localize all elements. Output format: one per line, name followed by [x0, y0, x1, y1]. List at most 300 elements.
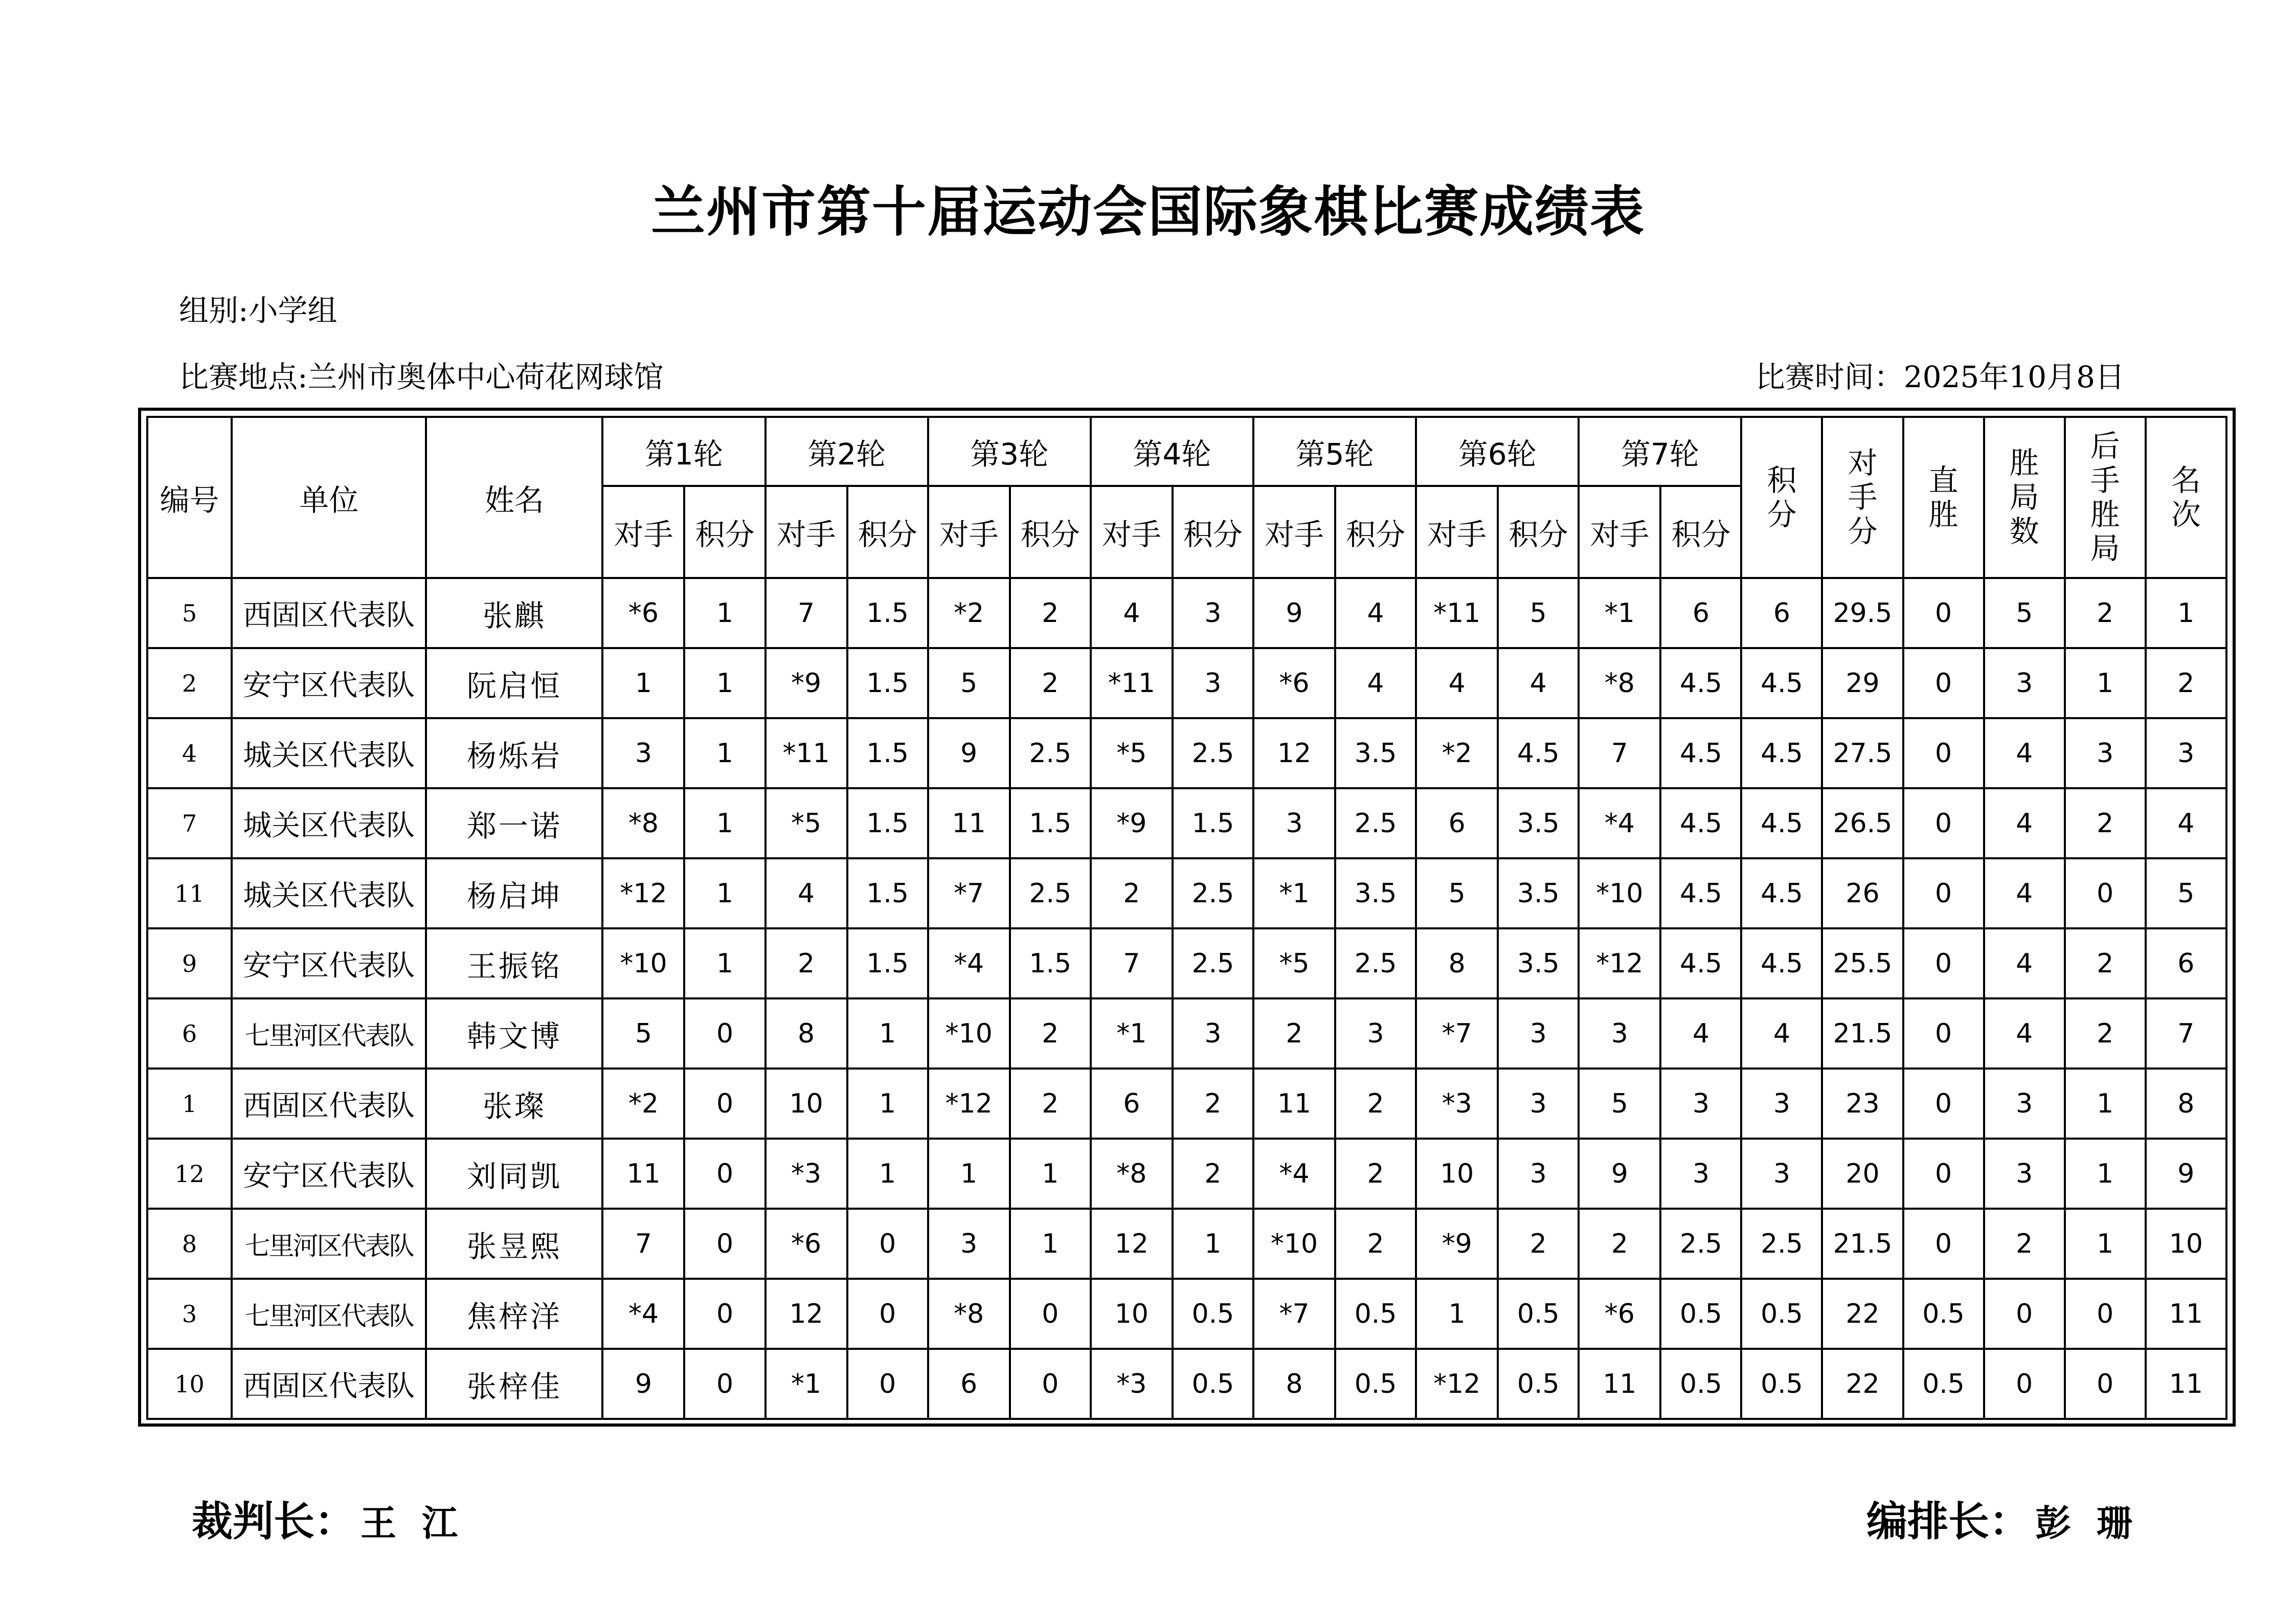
round-7-opponent-cell: 11 — [1579, 1349, 1660, 1419]
round-5-points-cell: 2 — [1335, 1139, 1416, 1209]
black-wins-cell: 2 — [2065, 998, 2146, 1069]
round-3-points-cell: 2 — [1010, 1069, 1091, 1139]
round-7-opponent-cell: *6 — [1579, 1279, 1660, 1349]
buchholz-cell: 22 — [1822, 1349, 1903, 1419]
rank-cell: 5 — [2146, 858, 2226, 928]
round-1-opponent-cell: *8 — [602, 788, 684, 858]
round-5-opponent-cell: 2 — [1253, 998, 1335, 1069]
direct-encounter-cell: 0 — [1903, 928, 1984, 998]
total-points-cell: 6 — [1741, 578, 1822, 648]
header-wins — [1984, 417, 2065, 578]
rank-cell: 11 — [2146, 1349, 2226, 1419]
wins-cell: 2 — [1984, 1209, 2065, 1279]
round-5-opponent-cell: 12 — [1253, 718, 1335, 788]
round-2-points-cell: 1.5 — [847, 718, 928, 788]
round-1-opponent-cell: *6 — [602, 578, 684, 648]
table-row — [147, 998, 2226, 1069]
round-2-points-cell: 0 — [847, 1349, 928, 1419]
total-points-cell: 0.5 — [1741, 1349, 1822, 1419]
player-name-cell: 张梓佳 — [426, 1349, 602, 1419]
player-name-cell: 杨烁岩 — [426, 718, 602, 788]
round-4-points-cell: 2.5 — [1173, 928, 1253, 998]
round-5-points-cell: 4 — [1335, 648, 1416, 718]
round-4-opponent-cell: *5 — [1091, 718, 1173, 788]
round-2-points-cell: 1 — [847, 1069, 928, 1139]
rank-cell: 2 — [2146, 648, 2226, 718]
round-3-opponent-cell: 3 — [928, 1209, 1010, 1279]
wins-cell: 4 — [1984, 928, 2065, 998]
chief-arbiter-name: 彭珊 — [2035, 1502, 2158, 1544]
round-5-points-cell: 0.5 — [1335, 1279, 1416, 1349]
round-5-points-cell: 2 — [1335, 1209, 1416, 1279]
buchholz-cell: 26.5 — [1822, 788, 1903, 858]
header-wins-char: 数 — [2009, 514, 2039, 549]
round-7-points-cell: 3 — [1660, 1139, 1741, 1209]
buchholz-cell: 29 — [1822, 648, 1903, 718]
round-3-opponent-cell: *12 — [928, 1069, 1010, 1139]
round-7-opponent-cell: *12 — [1579, 928, 1660, 998]
round-6-opponent-cell: *3 — [1416, 1069, 1498, 1139]
round-4-opponent-cell: *9 — [1091, 788, 1173, 858]
round-3-points-cell: 1 — [1010, 1139, 1091, 1209]
round-5-points-cell: 3 — [1335, 998, 1416, 1069]
results-table — [146, 416, 2227, 1420]
rank-cell: 3 — [2146, 718, 2226, 788]
rank-cell: 9 — [2146, 1139, 2226, 1209]
buchholz-cell: 21.5 — [1822, 1209, 1903, 1279]
round-1-opponent-cell: *4 — [602, 1279, 684, 1349]
round-6-points-cell: 3 — [1498, 1069, 1579, 1139]
round-6-points-cell: 4 — [1498, 648, 1579, 718]
direct-encounter-cell: 0.5 — [1903, 1279, 1984, 1349]
round-2-opponent-cell: 7 — [766, 578, 847, 648]
player-number-cell: 12 — [147, 1139, 232, 1209]
round-6-points-cell: 3.5 — [1498, 858, 1579, 928]
round-2-opponent-cell: 2 — [766, 928, 847, 998]
rank-cell: 4 — [2146, 788, 2226, 858]
buchholz-cell: 20 — [1822, 1139, 1903, 1209]
round-1-opponent-cell: 3 — [602, 718, 684, 788]
header-direct-char: 胜 — [1928, 497, 1959, 532]
round-1-points-cell: 1 — [684, 928, 765, 998]
total-points-cell: 4.5 — [1741, 928, 1822, 998]
wins-cell: 4 — [1984, 858, 2065, 928]
round-6-points-cell: 3 — [1498, 998, 1579, 1069]
black-wins-cell: 1 — [2065, 1209, 2146, 1279]
direct-encounter-cell: 0 — [1903, 578, 1984, 648]
round-4-points-cell: 3 — [1173, 648, 1253, 718]
header-round-6: 第6轮 — [1416, 417, 1579, 486]
round-6-points-cell: 3 — [1498, 1139, 1579, 1209]
date-label: 比赛时间：2025年10月8日 — [1755, 360, 2125, 394]
round-7-opponent-cell: *1 — [1579, 578, 1660, 648]
wins-cell: 0 — [1984, 1349, 2065, 1419]
header-opponent: 对手 — [602, 486, 684, 578]
player-name-cell: 张昱熙 — [426, 1209, 602, 1279]
table-row — [147, 1069, 2226, 1139]
player-number-cell: 5 — [147, 578, 232, 648]
player-number-cell: 10 — [147, 1349, 232, 1419]
player-name-cell: 刘同凯 — [426, 1139, 602, 1209]
rank-cell: 8 — [2146, 1069, 2226, 1139]
header-wins-char: 局 — [2009, 480, 2039, 515]
wins-cell: 3 — [1984, 1069, 2065, 1139]
round-7-points-cell: 4.5 — [1660, 788, 1741, 858]
player-number-cell: 9 — [147, 928, 232, 998]
header-wins-char: 胜 — [2009, 446, 2039, 481]
round-7-opponent-cell: 3 — [1579, 998, 1660, 1069]
header-direct-char: 直 — [1928, 462, 1959, 498]
round-6-points-cell: 3.5 — [1498, 788, 1579, 858]
team-cell: 城关区代表队 — [232, 718, 426, 788]
round-5-points-cell: 2 — [1335, 1069, 1416, 1139]
team-cell: 城关区代表队 — [232, 858, 426, 928]
header-buchholz — [1822, 417, 1903, 578]
team-cell: 七里河区代表队 — [232, 1209, 426, 1279]
total-points-cell: 3 — [1741, 1139, 1822, 1209]
round-1-points-cell: 1 — [684, 578, 765, 648]
round-3-points-cell: 2.5 — [1010, 858, 1091, 928]
round-1-points-cell: 0 — [684, 1209, 765, 1279]
round-7-points-cell: 4.5 — [1660, 648, 1741, 718]
round-1-opponent-cell: 7 — [602, 1209, 684, 1279]
round-2-opponent-cell: *1 — [766, 1349, 847, 1419]
table-row — [147, 928, 2226, 998]
round-3-points-cell: 2 — [1010, 578, 1091, 648]
buchholz-cell: 21.5 — [1822, 998, 1903, 1069]
round-2-points-cell: 1 — [847, 998, 928, 1069]
total-points-cell: 2.5 — [1741, 1209, 1822, 1279]
header-unit: 单位 — [232, 417, 426, 578]
round-3-opponent-cell: 1 — [928, 1139, 1010, 1209]
round-5-opponent-cell: 3 — [1253, 788, 1335, 858]
header-opponent: 对手 — [1416, 486, 1498, 578]
team-cell: 城关区代表队 — [232, 788, 426, 858]
header-points: 积分 — [1498, 486, 1579, 578]
round-5-points-cell: 2.5 — [1335, 788, 1416, 858]
round-4-opponent-cell: 7 — [1091, 928, 1173, 998]
round-1-points-cell: 1 — [684, 648, 765, 718]
total-points-cell: 4.5 — [1741, 718, 1822, 788]
header-points: 积分 — [1335, 486, 1416, 578]
round-1-points-cell: 0 — [684, 1139, 765, 1209]
black-wins-cell: 1 — [2065, 648, 2146, 718]
round-7-opponent-cell: 5 — [1579, 1069, 1660, 1139]
team-cell: 安宁区代表队 — [232, 928, 426, 998]
player-number-cell: 11 — [147, 858, 232, 928]
round-7-opponent-cell: 9 — [1579, 1139, 1660, 1209]
round-4-points-cell: 2 — [1173, 1139, 1253, 1209]
header-black-wins-char: 手 — [2090, 462, 2120, 498]
round-3-points-cell: 2.5 — [1010, 718, 1091, 788]
team-cell: 西固区代表队 — [232, 578, 426, 648]
total-points-cell: 4.5 — [1741, 788, 1822, 858]
header-opponent: 对手 — [766, 486, 847, 578]
total-points-cell: 3 — [1741, 1069, 1822, 1139]
round-6-opponent-cell: 6 — [1416, 788, 1498, 858]
wins-cell: 4 — [1984, 718, 2065, 788]
round-7-opponent-cell: *10 — [1579, 858, 1660, 928]
header-rank — [2146, 417, 2226, 578]
round-7-opponent-cell: *8 — [1579, 648, 1660, 718]
round-3-points-cell: 1.5 — [1010, 928, 1091, 998]
player-name-cell: 张麒 — [426, 578, 602, 648]
round-3-points-cell: 0 — [1010, 1279, 1091, 1349]
table-row — [147, 648, 2226, 718]
results-table-frame — [138, 408, 2236, 1427]
total-points-cell: 4 — [1741, 998, 1822, 1069]
round-4-points-cell: 3 — [1173, 578, 1253, 648]
round-2-points-cell: 1.5 — [847, 648, 928, 718]
header-total-char: 分 — [1767, 497, 1797, 532]
venue-label: 比赛地点:兰州市奥体中心荷花网球馆 — [179, 360, 664, 394]
header-round-7: 第7轮 — [1579, 417, 1741, 486]
round-4-points-cell: 2 — [1173, 1069, 1253, 1139]
round-3-opponent-cell: 9 — [928, 718, 1010, 788]
player-number-cell: 6 — [147, 998, 232, 1069]
team-cell: 西固区代表队 — [232, 1349, 426, 1419]
round-1-points-cell: 0 — [684, 1349, 765, 1419]
header-total — [1741, 417, 1822, 578]
wins-cell: 3 — [1984, 1139, 2065, 1209]
round-5-opponent-cell: 9 — [1253, 578, 1335, 648]
round-2-opponent-cell: 12 — [766, 1279, 847, 1349]
wins-cell: 5 — [1984, 578, 2065, 648]
header-total-char: 积 — [1767, 462, 1797, 498]
header-direct — [1903, 417, 1984, 578]
wins-cell: 4 — [1984, 788, 2065, 858]
round-4-points-cell: 1.5 — [1173, 788, 1253, 858]
black-wins-cell: 1 — [2065, 1069, 2146, 1139]
results-body — [147, 578, 2226, 1419]
round-6-opponent-cell: *2 — [1416, 718, 1498, 788]
wins-cell: 4 — [1984, 998, 2065, 1069]
round-3-opponent-cell: *10 — [928, 998, 1010, 1069]
player-number-cell: 1 — [147, 1069, 232, 1139]
table-row — [147, 718, 2226, 788]
black-wins-cell: 2 — [2065, 928, 2146, 998]
direct-encounter-cell: 0 — [1903, 1209, 1984, 1279]
round-1-points-cell: 1 — [684, 788, 765, 858]
black-wins-cell: 1 — [2065, 1139, 2146, 1209]
header-no: 编号 — [147, 417, 232, 578]
direct-encounter-cell: 0 — [1903, 648, 1984, 718]
round-1-points-cell: 0 — [684, 1279, 765, 1349]
page-title: 兰州市第十届运动会国际象棋比赛成绩表 — [651, 181, 1645, 243]
round-6-points-cell: 5 — [1498, 578, 1579, 648]
round-2-points-cell: 1.5 — [847, 858, 928, 928]
header-black-wins-char: 胜 — [2090, 497, 2120, 532]
header-buchholz-char: 手 — [1848, 480, 1878, 515]
round-4-points-cell: 0.5 — [1173, 1279, 1253, 1349]
round-4-opponent-cell: 4 — [1091, 578, 1173, 648]
round-2-opponent-cell: *11 — [766, 718, 847, 788]
round-3-points-cell: 2 — [1010, 998, 1091, 1069]
round-5-points-cell: 3.5 — [1335, 718, 1416, 788]
wins-cell: 3 — [1984, 648, 2065, 718]
round-2-points-cell: 1.5 — [847, 928, 928, 998]
round-1-opponent-cell: *12 — [602, 858, 684, 928]
table-row — [147, 1279, 2226, 1349]
chief-arbiter-label: 编排长： — [1866, 1498, 2030, 1545]
round-7-points-cell: 4.5 — [1660, 858, 1741, 928]
player-number-cell: 2 — [147, 648, 232, 718]
chief-referee-name: 王江 — [361, 1502, 483, 1544]
round-4-opponent-cell: 6 — [1091, 1069, 1173, 1139]
rank-cell: 1 — [2146, 578, 2226, 648]
round-5-opponent-cell: *1 — [1253, 858, 1335, 928]
black-wins-cell: 0 — [2065, 1349, 2146, 1419]
table-row — [147, 1139, 2226, 1209]
round-7-points-cell: 0.5 — [1660, 1279, 1741, 1349]
round-7-points-cell: 0.5 — [1660, 1349, 1741, 1419]
round-3-opponent-cell: *2 — [928, 578, 1010, 648]
round-1-opponent-cell: 5 — [602, 998, 684, 1069]
header-round-2: 第2轮 — [766, 417, 928, 486]
round-5-opponent-cell: *5 — [1253, 928, 1335, 998]
round-2-points-cell: 1.5 — [847, 788, 928, 858]
round-4-points-cell: 1 — [1173, 1209, 1253, 1279]
header-points: 积分 — [847, 486, 928, 578]
round-6-opponent-cell: 1 — [1416, 1279, 1498, 1349]
header-points: 积分 — [684, 486, 765, 578]
round-2-points-cell: 0 — [847, 1209, 928, 1279]
round-6-opponent-cell: *11 — [1416, 578, 1498, 648]
round-5-points-cell: 4 — [1335, 578, 1416, 648]
round-1-points-cell: 1 — [684, 858, 765, 928]
black-wins-cell: 0 — [2065, 858, 2146, 928]
player-name-cell: 韩文博 — [426, 998, 602, 1069]
round-3-points-cell: 2 — [1010, 648, 1091, 718]
header-buchholz-char: 对 — [1848, 446, 1878, 481]
player-name-cell: 郑一诺 — [426, 788, 602, 858]
direct-encounter-cell: 0 — [1903, 1069, 1984, 1139]
header-opponent: 对手 — [928, 486, 1010, 578]
round-3-opponent-cell: 5 — [928, 648, 1010, 718]
total-points-cell: 4.5 — [1741, 858, 1822, 928]
header-opponent: 对手 — [1091, 486, 1173, 578]
player-name-cell: 阮启恒 — [426, 648, 602, 718]
round-7-points-cell: 2.5 — [1660, 1209, 1741, 1279]
round-4-opponent-cell: 10 — [1091, 1279, 1173, 1349]
round-4-opponent-cell: 12 — [1091, 1209, 1173, 1279]
round-3-opponent-cell: 6 — [928, 1349, 1010, 1419]
round-4-points-cell: 2.5 — [1173, 718, 1253, 788]
round-3-opponent-cell: *8 — [928, 1279, 1010, 1349]
round-6-points-cell: 0.5 — [1498, 1349, 1579, 1419]
round-1-opponent-cell: *2 — [602, 1069, 684, 1139]
rank-cell: 11 — [2146, 1279, 2226, 1349]
round-1-points-cell: 0 — [684, 998, 765, 1069]
round-6-points-cell: 0.5 — [1498, 1279, 1579, 1349]
header-round-5: 第5轮 — [1253, 417, 1416, 486]
round-1-points-cell: 1 — [684, 718, 765, 788]
round-5-opponent-cell: *6 — [1253, 648, 1335, 718]
header-points: 积分 — [1173, 486, 1253, 578]
rank-cell: 7 — [2146, 998, 2226, 1069]
round-3-opponent-cell: *7 — [928, 858, 1010, 928]
header-black-wins-char: 局 — [2090, 531, 2120, 566]
wins-cell: 0 — [1984, 1279, 2065, 1349]
round-2-opponent-cell: *6 — [766, 1209, 847, 1279]
team-cell: 安宁区代表队 — [232, 648, 426, 718]
player-number-cell: 7 — [147, 788, 232, 858]
direct-encounter-cell: 0.5 — [1903, 1349, 1984, 1419]
round-6-opponent-cell: *7 — [1416, 998, 1498, 1069]
round-7-points-cell: 4 — [1660, 998, 1741, 1069]
header-rank-char: 名 — [2171, 462, 2201, 498]
round-6-points-cell: 3.5 — [1498, 928, 1579, 998]
chief-referee-label: 裁判长： — [192, 1498, 355, 1545]
black-wins-cell: 0 — [2065, 1279, 2146, 1349]
rank-cell: 6 — [2146, 928, 2226, 998]
round-4-opponent-cell: *11 — [1091, 648, 1173, 718]
round-6-points-cell: 4.5 — [1498, 718, 1579, 788]
round-6-points-cell: 2 — [1498, 1209, 1579, 1279]
round-7-points-cell: 3 — [1660, 1069, 1741, 1139]
round-6-opponent-cell: *9 — [1416, 1209, 1498, 1279]
round-4-opponent-cell: *3 — [1091, 1349, 1173, 1419]
header-black-wins-char: 后 — [2090, 429, 2120, 464]
team-cell: 西固区代表队 — [232, 1069, 426, 1139]
round-4-points-cell: 2.5 — [1173, 858, 1253, 928]
round-7-points-cell: 4.5 — [1660, 718, 1741, 788]
round-2-points-cell: 1.5 — [847, 578, 928, 648]
black-wins-cell: 3 — [2065, 718, 2146, 788]
round-6-opponent-cell: 8 — [1416, 928, 1498, 998]
round-5-opponent-cell: *4 — [1253, 1139, 1335, 1209]
header-black-wins — [2065, 417, 2146, 578]
table-row — [147, 1349, 2226, 1419]
round-3-opponent-cell: *4 — [928, 928, 1010, 998]
header-round-4: 第4轮 — [1091, 417, 1253, 486]
player-name-cell: 杨启坤 — [426, 858, 602, 928]
header-points: 积分 — [1010, 486, 1091, 578]
round-5-opponent-cell: 8 — [1253, 1349, 1335, 1419]
round-7-points-cell: 4.5 — [1660, 928, 1741, 998]
buchholz-cell: 27.5 — [1822, 718, 1903, 788]
round-1-opponent-cell: 9 — [602, 1349, 684, 1419]
rank-cell: 10 — [2146, 1209, 2226, 1279]
buchholz-cell: 26 — [1822, 858, 1903, 928]
round-5-opponent-cell: 11 — [1253, 1069, 1335, 1139]
round-1-opponent-cell: 1 — [602, 648, 684, 718]
chief-referee-signature — [192, 1488, 483, 1547]
round-5-opponent-cell: *10 — [1253, 1209, 1335, 1279]
header-round-1: 第1轮 — [602, 417, 765, 486]
buchholz-cell: 22 — [1822, 1279, 1903, 1349]
round-7-opponent-cell: 2 — [1579, 1209, 1660, 1279]
team-cell: 安宁区代表队 — [232, 1139, 426, 1209]
table-row — [147, 788, 2226, 858]
player-number-cell: 8 — [147, 1209, 232, 1279]
round-1-opponent-cell: 11 — [602, 1139, 684, 1209]
chief-arbiter-signature — [1866, 1488, 2158, 1547]
table-row — [147, 1209, 2226, 1279]
round-5-opponent-cell: *7 — [1253, 1279, 1335, 1349]
group-label: 组别:小学组 — [179, 293, 337, 328]
round-4-opponent-cell: 2 — [1091, 858, 1173, 928]
round-2-opponent-cell: *5 — [766, 788, 847, 858]
round-4-points-cell: 3 — [1173, 998, 1253, 1069]
round-2-opponent-cell: 10 — [766, 1069, 847, 1139]
player-name-cell: 焦梓洋 — [426, 1279, 602, 1349]
table-row — [147, 858, 2226, 928]
player-name-cell: 张璨 — [426, 1069, 602, 1139]
total-points-cell: 4.5 — [1741, 648, 1822, 718]
buchholz-cell: 23 — [1822, 1069, 1903, 1139]
header-opponent: 对手 — [1253, 486, 1335, 578]
